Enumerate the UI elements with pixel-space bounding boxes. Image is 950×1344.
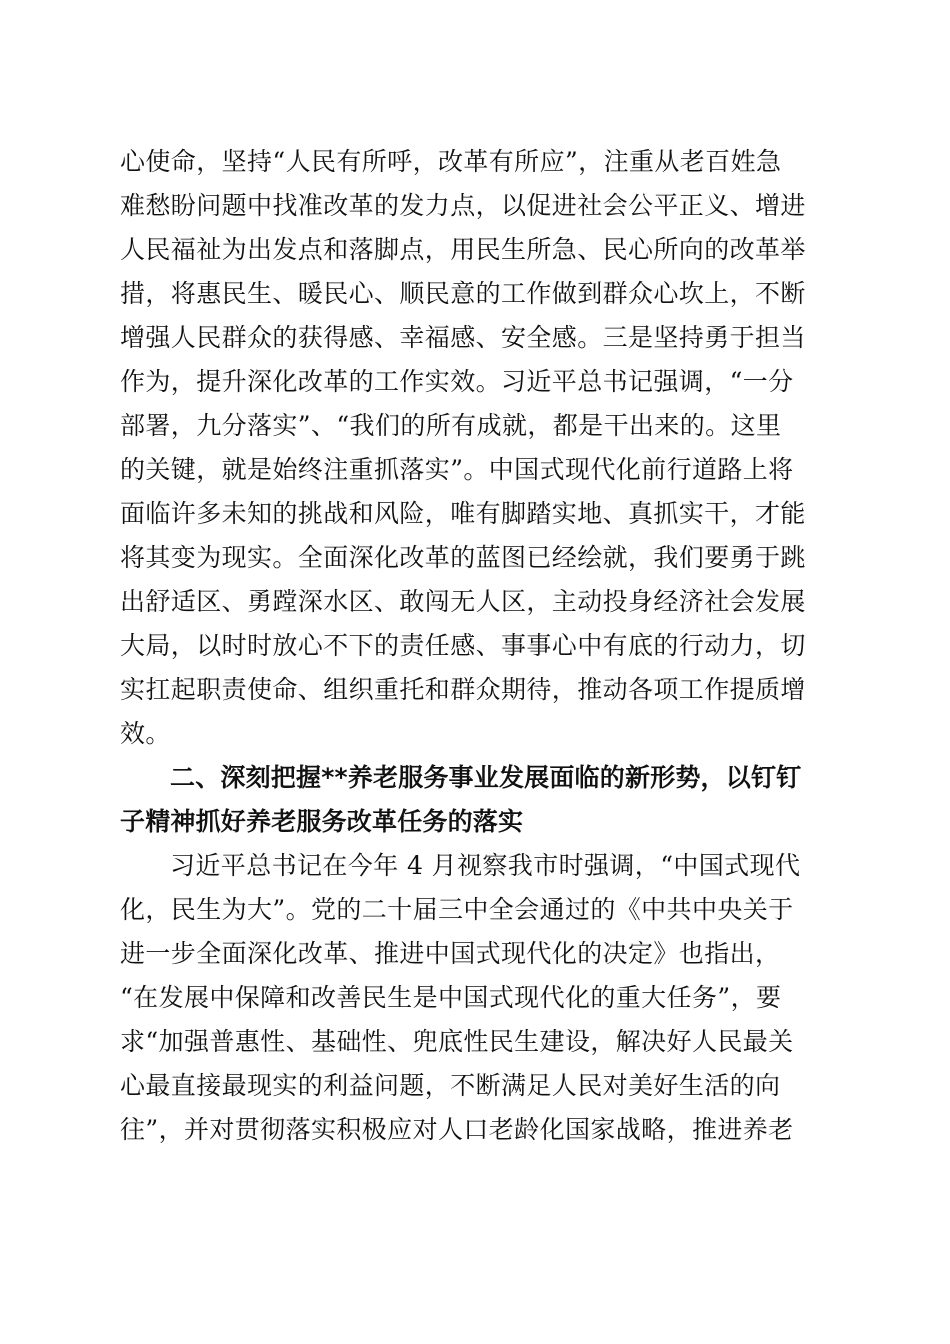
text-line: 将其变为现实。全面深化改革的蓝图已经绘就，我们要勇于跳 bbox=[120, 543, 806, 572]
paragraph-continued bbox=[120, 140, 810, 756]
paragraph bbox=[120, 844, 810, 1152]
text-line: 心最直接最现实的利益问题，不断满足人民对美好生活的向 bbox=[120, 1071, 781, 1100]
text-line: 往”，并对贯彻落实积极应对人口老龄化国家战略，推进养老 bbox=[120, 1115, 794, 1144]
text-line: 进一步全面深化改革、推进中国式现代化的决定》也指出， bbox=[120, 939, 781, 968]
text-line: 化，民生为大”。党的二十届三中全会通过的《中共中央关于 bbox=[120, 895, 794, 924]
heading-line: 二、深刻把握**养老服务事业发展面临的新形势，以钉钉 bbox=[170, 763, 802, 792]
document-body bbox=[120, 140, 810, 1152]
text-line: 效。 bbox=[120, 719, 171, 748]
text-line: 措，将惠民生、暖民心、顺民意的工作做到群众心坎上，不断 bbox=[120, 279, 806, 308]
text-line: 习近平总书记在今年 4 月视察我市时强调，“中国式现代 bbox=[170, 851, 801, 880]
text-line: 作为，提升深化改革的工作实效。习近平总书记强调，“一分 bbox=[120, 367, 794, 396]
text-line: 的关键，就是始终注重抓落实”。中国式现代化前行道路上将 bbox=[120, 455, 794, 484]
section-heading bbox=[120, 756, 810, 844]
heading-line: 子精神抓好养老服务改革任务的落实 bbox=[120, 807, 524, 836]
text-line: 实扛起职责使命、组织重托和群众期待，推动各项工作提质增 bbox=[120, 675, 806, 704]
text-line: 人民福祉为出发点和落脚点，用民生所急、民心所向的改革举 bbox=[120, 235, 806, 264]
text-line: 部署，九分落实”、“我们的所有成就，都是干出来的。这里 bbox=[120, 411, 782, 440]
text-line: 增强人民群众的获得感、幸福感、安全感。三是坚持勇于担当 bbox=[120, 323, 806, 352]
text-line: 大局，以时时放心不下的责任感、事事心中有底的行动力，切 bbox=[120, 631, 806, 660]
text-line: 心使命，坚持“人民有所呼，改革有所应”，注重从老百姓急 bbox=[120, 147, 782, 176]
text-line: 求“加强普惠性、基础性、兜底性民生建设，解决好人民最关 bbox=[120, 1027, 794, 1056]
text-line: 出舒适区、勇蹚深水区、敢闯无人区，主动投身经济社会发展 bbox=[120, 587, 806, 616]
text-line: 难愁盼问题中找准改革的发力点，以促进社会公平正义、增进 bbox=[120, 191, 806, 220]
text-line: 面临许多未知的挑战和风险，唯有脚踏实地、真抓实干，才能 bbox=[120, 499, 806, 528]
text-line: “在发展中保障和改善民生是中国式现代化的重大任务”，要 bbox=[120, 983, 782, 1012]
